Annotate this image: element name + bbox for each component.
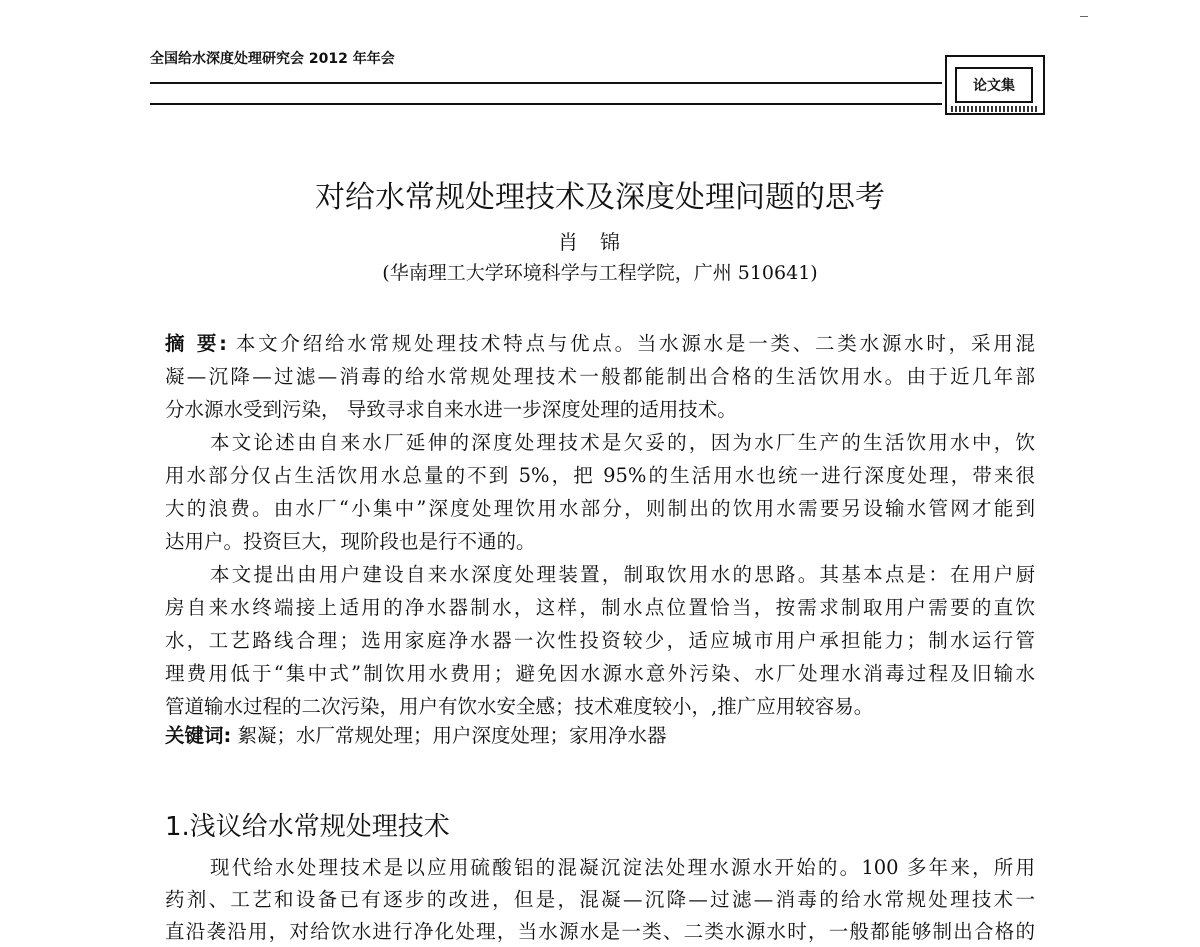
abstract-label: 摘 要:: [165, 332, 227, 355]
abstract-line: 管道输水过程的二次污染，用户有饮水安全感；技术难度较小，,推广应用较容易。: [165, 695, 874, 718]
badge-label: 论文集: [955, 67, 1033, 103]
header-rule-top: [150, 82, 942, 84]
body-line: 直沿袭沿用，对给饮水进行净化处理，当水源水是一类、二类水源水时，一般都能够制出合格的: [165, 920, 1035, 943]
abstract-line: 本文提出由用户建设自来水深度处理装置，制取饮用水的思路。其基本点是：在用户厨: [210, 563, 1035, 586]
abstract-line: 大的浪费。由水厂“小集中”深度处理饮用水部分，则制出的饮用水需要另设输水管网才能到: [165, 497, 1035, 520]
abstract-line: 房自来水终端接上适用的净水器制水，这样，制水点位置恰当，按需求制取用户需要的直饮: [165, 596, 1035, 619]
abstract-line: 用水部分仅占生活饮用水总量的不到 5%，把 95%的生活用水也统一进行深度处理，带来很: [165, 464, 1035, 487]
proceedings-badge: [945, 55, 1045, 115]
abstract-line: 分水源水受到污染， 导致寻求自来水进一步深度处理的适用技术。: [165, 398, 737, 421]
abstract-line: 凝—沉降—过滤—消毒的给水常规处理技术一般都能制出合格的生活饮用水。由于近几年部: [165, 365, 1035, 388]
abstract-line: 水，工艺路线合理；选用家庭净水器一次性投资较少，适应城市用户承担能力；制水运行管: [165, 629, 1035, 652]
affiliation: (华南理工大学环境科学与工程学院，广州 510641): [382, 262, 818, 284]
running-header: 全国给水深度处理研究会 2012 年年会: [150, 51, 395, 67]
body-line: 现代给水处理技术是以应用硫酸铝的混凝沉淀法处理水源水开始的。100 多年来，所用: [210, 856, 1035, 879]
abstract-line: 本文论述由自来水厂延伸的深度处理技术是欠妥的，因为水厂生产的生活饮用水中，饮: [210, 431, 1035, 454]
author: 肖锦: [558, 230, 642, 254]
section-heading: 1.浅议给水常规处理技术: [165, 812, 450, 842]
abstract-line: 达用户。投资巨大，现阶段也是行不通的。: [165, 530, 536, 553]
abstract-line: 理费用低于“集中式”制饮用水费用；避免因水源水意外污染、水厂处理水消毒过程及旧输水: [165, 662, 1035, 685]
scan-mark: [1080, 16, 1088, 17]
body-line: 药剂、工艺和设备已有逐步的改进，但是，混凝—沉降—过滤—消毒的给水常规处理技术一: [165, 888, 1035, 911]
keywords-text: 絮凝；水厂常规处理；用户深度处理；家用净水器: [237, 724, 667, 747]
keywords-label: 关键词:: [165, 724, 232, 747]
header-rule-bottom: [150, 103, 942, 105]
keywords-line: [165, 721, 1035, 751]
paper-title: 对给水常规处理技术及深度处理问题的思考: [315, 180, 885, 215]
badge-shadow: [951, 106, 1039, 112]
abstract-line: 摘 要: 本文介绍给水常规处理技术特点与优点。当水源水是一类、二类水源水时，采用混: [165, 332, 1035, 355]
